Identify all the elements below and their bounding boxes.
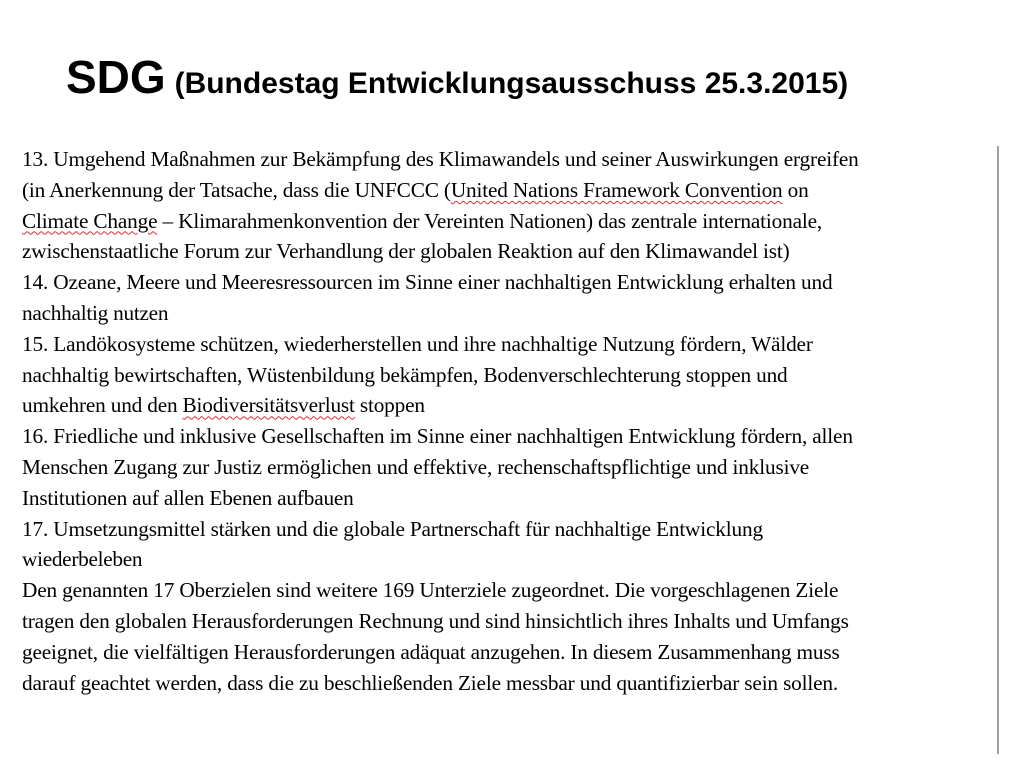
text-line: darauf geachtet werden, dass die zu beschließenden Ziele messbar und quantifizierbar sein sollen. [22, 670, 839, 695]
text-line: 16. Friedliche und inklusive Gesellschaften im Sinne einer nachhaltigen Entwicklung fördern, allen [22, 424, 853, 449]
text-line: nachhaltig nutzen [22, 300, 169, 325]
text-line: 17. Umsetzungsmittel stärken und die globale Partnerschaft für nachhaltige Entwicklung [22, 516, 763, 541]
text-line [22, 175, 992, 206]
slide-title [66, 50, 848, 104]
text-line: Den genannten 17 Oberzielen sind weitere 169 Unterziele zugeordnet. Die vorgeschlagenen Ziele [22, 578, 839, 603]
text-line: zwischenstaatliche Forum zur Verhandlung der globalen Reaktion auf den Klimawandel ist) [22, 239, 790, 264]
text-line [22, 390, 992, 421]
text-line: 15. Landökosysteme schützen, wiederherstellen und ihre nachhaltige Nutzung fördern, Wälder [22, 331, 813, 356]
document-text [22, 144, 992, 698]
text-segment: on [782, 177, 809, 202]
spellcheck-flagged-text: Climate Change [22, 208, 158, 233]
slide-title-subtitle: (Bundestag Entwicklungsausschuss 25.3.2015) [174, 67, 849, 100]
frame-border [997, 146, 999, 754]
text-line: nachhaltig bewirtschaften, Wüstenbildung bekämpfen, Bodenverschlechterung stoppen und [22, 362, 788, 387]
text-line: geeignet, die vielfältigen Herausforderungen adäquat anzugehen. In diesem Zusammenhang muss [22, 639, 840, 664]
document-excerpt-image [14, 140, 999, 754]
text-segment: (in Anerkennung der Tatsache, dass die UNFCCC ( [22, 177, 451, 202]
text-line: 13. Umgehend Maßnahmen zur Bekämpfung des Klimawandels und seiner Auswirkungen ergreifen [22, 147, 859, 171]
text-line: wiederbeleben [22, 547, 143, 572]
text-line: Menschen Zugang zur Justiz ermöglichen und effektive, rechenschaftspflichtige und inklusive [22, 454, 810, 479]
text-segment: – Klimarahmenkonvention der Vereinten Nationen) das zentrale internationale, [157, 208, 823, 233]
spellcheck-flagged-text: United Nations Framework Convention [450, 177, 783, 202]
spellcheck-flagged-text: Biodiversitätsverlust [182, 393, 355, 418]
text-segment: stoppen [354, 393, 425, 418]
text-line: 14. Ozeane, Meere und Meeresressourcen im Sinne einer nachhaltigen Entwicklung erhalten und [22, 270, 833, 295]
text-line: tragen den globalen Herausforderungen Rechnung und sind hinsichtlich ihres Inhalts und Umfangs [22, 608, 849, 633]
text-line [22, 206, 992, 237]
slide-title-main: SDG [66, 51, 166, 103]
text-segment: umkehren und den [22, 393, 183, 418]
text-line: Institutionen auf allen Ebenen aufbauen [22, 485, 354, 510]
